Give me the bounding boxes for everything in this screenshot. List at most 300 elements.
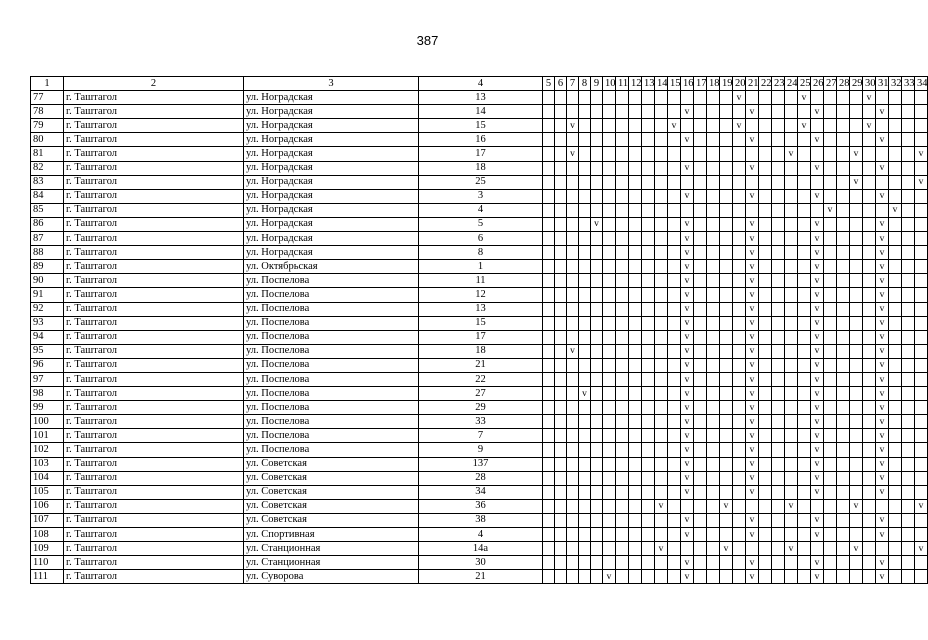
empty-cell (837, 91, 850, 105)
empty-cell (902, 302, 915, 316)
street-cell: ул. Поспелова (244, 372, 419, 386)
empty-cell (785, 175, 798, 189)
empty-cell (629, 485, 642, 499)
empty-cell (629, 344, 642, 358)
city-cell: г. Таштагол (64, 175, 244, 189)
empty-cell (543, 105, 555, 119)
column-header-5: 5 (543, 77, 555, 91)
street-cell: ул. Советская (244, 471, 419, 485)
empty-cell (785, 91, 798, 105)
column-header-34: 34 (915, 77, 928, 91)
empty-cell (616, 302, 629, 316)
empty-cell (555, 91, 567, 105)
empty-cell (837, 147, 850, 161)
empty-cell (720, 189, 733, 203)
empty-cell (642, 485, 655, 499)
empty-cell (733, 105, 746, 119)
empty-cell (543, 485, 555, 499)
table-body (31, 91, 928, 584)
empty-cell (543, 217, 555, 231)
empty-cell (759, 372, 772, 386)
check-mark-cell: v (824, 203, 837, 217)
check-mark-cell: v (746, 485, 759, 499)
empty-cell (876, 542, 889, 556)
empty-cell (837, 542, 850, 556)
empty-cell (591, 415, 603, 429)
street-cell: ул. Суворова (244, 570, 419, 584)
empty-cell (902, 387, 915, 401)
empty-cell (889, 330, 902, 344)
empty-cell (759, 161, 772, 175)
empty-cell (720, 119, 733, 133)
empty-cell (616, 344, 629, 358)
check-mark-cell: v (811, 485, 824, 499)
empty-cell (603, 175, 616, 189)
check-mark-cell: v (876, 401, 889, 415)
city-cell: г. Таштагол (64, 457, 244, 471)
empty-cell (543, 443, 555, 457)
empty-cell (642, 415, 655, 429)
empty-cell (567, 443, 579, 457)
empty-cell (863, 274, 876, 288)
empty-cell (616, 358, 629, 372)
empty-cell (694, 189, 707, 203)
empty-cell (759, 387, 772, 401)
empty-cell (543, 302, 555, 316)
empty-cell (655, 217, 668, 231)
empty-cell (824, 570, 837, 584)
empty-cell (720, 274, 733, 288)
empty-cell (837, 316, 850, 330)
empty-cell (555, 330, 567, 344)
empty-cell (591, 372, 603, 386)
empty-cell (642, 161, 655, 175)
empty-cell (591, 133, 603, 147)
empty-cell (863, 344, 876, 358)
empty-cell (629, 105, 642, 119)
column-header-10: 10 (603, 77, 616, 91)
city-cell: г. Таштагол (64, 471, 244, 485)
empty-cell (889, 302, 902, 316)
empty-cell (567, 429, 579, 443)
street-cell: ул. Поспелова (244, 344, 419, 358)
row-number-cell: 99 (31, 401, 64, 415)
empty-cell (668, 358, 681, 372)
empty-cell (863, 542, 876, 556)
empty-cell (733, 485, 746, 499)
empty-cell (567, 161, 579, 175)
empty-cell (616, 91, 629, 105)
empty-cell (567, 387, 579, 401)
street-cell: ул. Октябрьская (244, 260, 419, 274)
empty-cell (824, 344, 837, 358)
empty-cell (668, 499, 681, 513)
empty-cell (655, 457, 668, 471)
empty-cell (567, 175, 579, 189)
empty-cell (720, 232, 733, 246)
city-cell: г. Таштагол (64, 161, 244, 175)
empty-cell (733, 147, 746, 161)
check-mark-cell: v (746, 528, 759, 542)
empty-cell (694, 570, 707, 584)
city-cell: г. Таштагол (64, 217, 244, 231)
check-mark-cell: v (876, 457, 889, 471)
empty-cell (591, 119, 603, 133)
empty-cell (720, 133, 733, 147)
empty-cell (798, 457, 811, 471)
empty-cell (889, 189, 902, 203)
empty-cell (720, 401, 733, 415)
empty-cell (603, 499, 616, 513)
empty-cell (798, 147, 811, 161)
empty-cell (616, 203, 629, 217)
empty-cell (591, 203, 603, 217)
check-mark-cell: v (668, 119, 681, 133)
empty-cell (655, 119, 668, 133)
empty-cell (555, 401, 567, 415)
empty-cell (863, 175, 876, 189)
table-row (31, 556, 928, 570)
empty-cell (772, 133, 785, 147)
empty-cell (759, 429, 772, 443)
table-row (31, 288, 928, 302)
row-number-cell: 108 (31, 528, 64, 542)
row-number-cell: 98 (31, 387, 64, 401)
table-row (31, 91, 928, 105)
empty-cell (863, 415, 876, 429)
empty-cell (889, 217, 902, 231)
empty-cell (694, 203, 707, 217)
row-number-cell: 82 (31, 161, 64, 175)
check-mark-cell: v (746, 387, 759, 401)
check-mark-cell: v (850, 499, 863, 513)
empty-cell (785, 260, 798, 274)
empty-cell (902, 471, 915, 485)
empty-cell (785, 513, 798, 527)
empty-cell (772, 119, 785, 133)
empty-cell (824, 556, 837, 570)
empty-cell (746, 203, 759, 217)
check-mark-cell: v (746, 105, 759, 119)
row-number-cell: 110 (31, 556, 64, 570)
empty-cell (694, 147, 707, 161)
empty-cell (655, 288, 668, 302)
check-mark-cell: v (876, 415, 889, 429)
check-mark-cell: v (746, 246, 759, 260)
check-mark-cell: v (681, 570, 694, 584)
empty-cell (616, 330, 629, 344)
empty-cell (850, 358, 863, 372)
house-number-cell: 25 (419, 175, 543, 189)
city-cell: г. Таштагол (64, 119, 244, 133)
empty-cell (707, 330, 720, 344)
empty-cell (694, 457, 707, 471)
empty-cell (785, 570, 798, 584)
empty-cell (555, 246, 567, 260)
table-row (31, 133, 928, 147)
check-mark-cell: v (681, 189, 694, 203)
empty-cell (863, 147, 876, 161)
empty-cell (567, 372, 579, 386)
empty-cell (824, 246, 837, 260)
check-mark-cell: v (746, 415, 759, 429)
empty-cell (720, 513, 733, 527)
empty-cell (668, 105, 681, 119)
table-row (31, 274, 928, 288)
empty-cell (759, 443, 772, 457)
city-cell: г. Таштагол (64, 246, 244, 260)
row-number-cell: 105 (31, 485, 64, 499)
empty-cell (555, 485, 567, 499)
empty-cell (642, 358, 655, 372)
empty-cell (889, 119, 902, 133)
empty-cell (642, 133, 655, 147)
empty-cell (655, 260, 668, 274)
table-row (31, 203, 928, 217)
check-mark-cell: v (785, 499, 798, 513)
empty-cell (759, 232, 772, 246)
empty-cell (668, 387, 681, 401)
empty-cell (876, 175, 889, 189)
empty-cell (707, 105, 720, 119)
empty-cell (798, 415, 811, 429)
empty-cell (850, 401, 863, 415)
empty-cell (642, 147, 655, 161)
house-number-cell: 17 (419, 147, 543, 161)
empty-cell (555, 288, 567, 302)
empty-cell (616, 401, 629, 415)
empty-cell (616, 429, 629, 443)
empty-cell (850, 246, 863, 260)
empty-cell (772, 91, 785, 105)
empty-cell (733, 161, 746, 175)
empty-cell (555, 443, 567, 457)
house-number-cell: 21 (419, 570, 543, 584)
empty-cell (915, 119, 928, 133)
house-number-cell: 11 (419, 274, 543, 288)
empty-cell (902, 443, 915, 457)
empty-cell (629, 429, 642, 443)
column-header-7: 7 (567, 77, 579, 91)
column-header-31: 31 (876, 77, 889, 91)
check-mark-cell: v (681, 485, 694, 499)
check-mark-cell: v (681, 260, 694, 274)
check-mark-cell: v (681, 401, 694, 415)
empty-cell (772, 161, 785, 175)
empty-cell (798, 499, 811, 513)
house-number-cell: 7 (419, 429, 543, 443)
empty-cell (555, 528, 567, 542)
empty-cell (681, 542, 694, 556)
empty-cell (902, 401, 915, 415)
empty-cell (759, 330, 772, 344)
empty-cell (902, 485, 915, 499)
empty-cell (720, 316, 733, 330)
check-mark-cell: v (876, 274, 889, 288)
empty-cell (629, 203, 642, 217)
empty-cell (579, 232, 591, 246)
check-mark-cell: v (746, 288, 759, 302)
house-number-cell: 5 (419, 217, 543, 231)
empty-cell (837, 556, 850, 570)
check-mark-cell: v (876, 429, 889, 443)
empty-cell (759, 457, 772, 471)
empty-cell (759, 499, 772, 513)
empty-cell (798, 485, 811, 499)
empty-cell (629, 570, 642, 584)
empty-cell (772, 274, 785, 288)
empty-cell (655, 358, 668, 372)
row-number-cell: 78 (31, 105, 64, 119)
empty-cell (746, 542, 759, 556)
empty-cell (720, 344, 733, 358)
empty-cell (668, 570, 681, 584)
empty-cell (902, 457, 915, 471)
empty-cell (733, 302, 746, 316)
check-mark-cell: v (811, 217, 824, 231)
check-mark-cell: v (746, 189, 759, 203)
empty-cell (720, 105, 733, 119)
house-number-cell: 22 (419, 372, 543, 386)
street-cell: ул. Поспелова (244, 316, 419, 330)
empty-cell (889, 133, 902, 147)
empty-cell (603, 513, 616, 527)
empty-cell (863, 358, 876, 372)
empty-cell (863, 387, 876, 401)
empty-cell (591, 288, 603, 302)
check-mark-cell: v (746, 161, 759, 175)
empty-cell (772, 316, 785, 330)
empty-cell (555, 415, 567, 429)
empty-cell (915, 415, 928, 429)
empty-cell (543, 203, 555, 217)
empty-cell (668, 91, 681, 105)
empty-cell (694, 471, 707, 485)
empty-cell (746, 499, 759, 513)
empty-cell (694, 217, 707, 231)
check-mark-cell: v (811, 513, 824, 527)
empty-cell (543, 387, 555, 401)
empty-cell (759, 274, 772, 288)
table-row (31, 189, 928, 203)
empty-cell (579, 499, 591, 513)
empty-cell (850, 457, 863, 471)
empty-cell (785, 485, 798, 499)
table-row (31, 246, 928, 260)
empty-cell (616, 443, 629, 457)
street-cell: ул. Поспелова (244, 302, 419, 316)
empty-cell (759, 570, 772, 584)
row-number-cell: 90 (31, 274, 64, 288)
empty-cell (889, 147, 902, 161)
empty-cell (616, 161, 629, 175)
empty-cell (707, 91, 720, 105)
empty-cell (850, 316, 863, 330)
empty-cell (668, 485, 681, 499)
city-cell: г. Таштагол (64, 358, 244, 372)
empty-cell (876, 119, 889, 133)
house-number-cell: 36 (419, 499, 543, 513)
empty-cell (555, 499, 567, 513)
empty-cell (733, 570, 746, 584)
check-mark-cell: v (811, 105, 824, 119)
empty-cell (902, 274, 915, 288)
empty-cell (915, 556, 928, 570)
empty-cell (902, 288, 915, 302)
empty-cell (798, 288, 811, 302)
house-number-cell: 14а (419, 542, 543, 556)
empty-cell (629, 358, 642, 372)
empty-cell (616, 189, 629, 203)
check-mark-cell: v (811, 330, 824, 344)
empty-cell (850, 344, 863, 358)
empty-cell (889, 471, 902, 485)
empty-cell (567, 485, 579, 499)
empty-cell (629, 161, 642, 175)
empty-cell (655, 316, 668, 330)
empty-cell (902, 415, 915, 429)
empty-cell (668, 372, 681, 386)
empty-cell (772, 513, 785, 527)
check-mark-cell: v (746, 429, 759, 443)
empty-cell (629, 302, 642, 316)
empty-cell (824, 217, 837, 231)
empty-cell (720, 429, 733, 443)
check-mark-cell: v (681, 274, 694, 288)
empty-cell (759, 344, 772, 358)
empty-cell (707, 471, 720, 485)
empty-cell (746, 147, 759, 161)
empty-cell (707, 415, 720, 429)
empty-cell (629, 175, 642, 189)
empty-cell (579, 274, 591, 288)
empty-cell (555, 387, 567, 401)
empty-cell (824, 513, 837, 527)
empty-cell (616, 232, 629, 246)
empty-cell (616, 415, 629, 429)
city-cell: г. Таштагол (64, 401, 244, 415)
empty-cell (850, 133, 863, 147)
empty-cell (785, 556, 798, 570)
empty-cell (543, 513, 555, 527)
city-cell: г. Таштагол (64, 387, 244, 401)
empty-cell (889, 513, 902, 527)
empty-cell (629, 387, 642, 401)
empty-cell (759, 105, 772, 119)
empty-cell (616, 528, 629, 542)
table-row (31, 330, 928, 344)
check-mark-cell: v (746, 358, 759, 372)
empty-cell (603, 316, 616, 330)
row-number-cell: 91 (31, 288, 64, 302)
table-row (31, 429, 928, 443)
empty-cell (876, 91, 889, 105)
empty-cell (555, 570, 567, 584)
empty-cell (567, 330, 579, 344)
check-mark-cell: v (876, 513, 889, 527)
empty-cell (863, 429, 876, 443)
empty-cell (603, 246, 616, 260)
empty-cell (603, 288, 616, 302)
empty-cell (668, 457, 681, 471)
table-row (31, 302, 928, 316)
empty-cell (902, 232, 915, 246)
check-mark-cell: v (811, 570, 824, 584)
empty-cell (655, 246, 668, 260)
empty-cell (616, 288, 629, 302)
city-cell: г. Таштагол (64, 189, 244, 203)
empty-cell (889, 387, 902, 401)
